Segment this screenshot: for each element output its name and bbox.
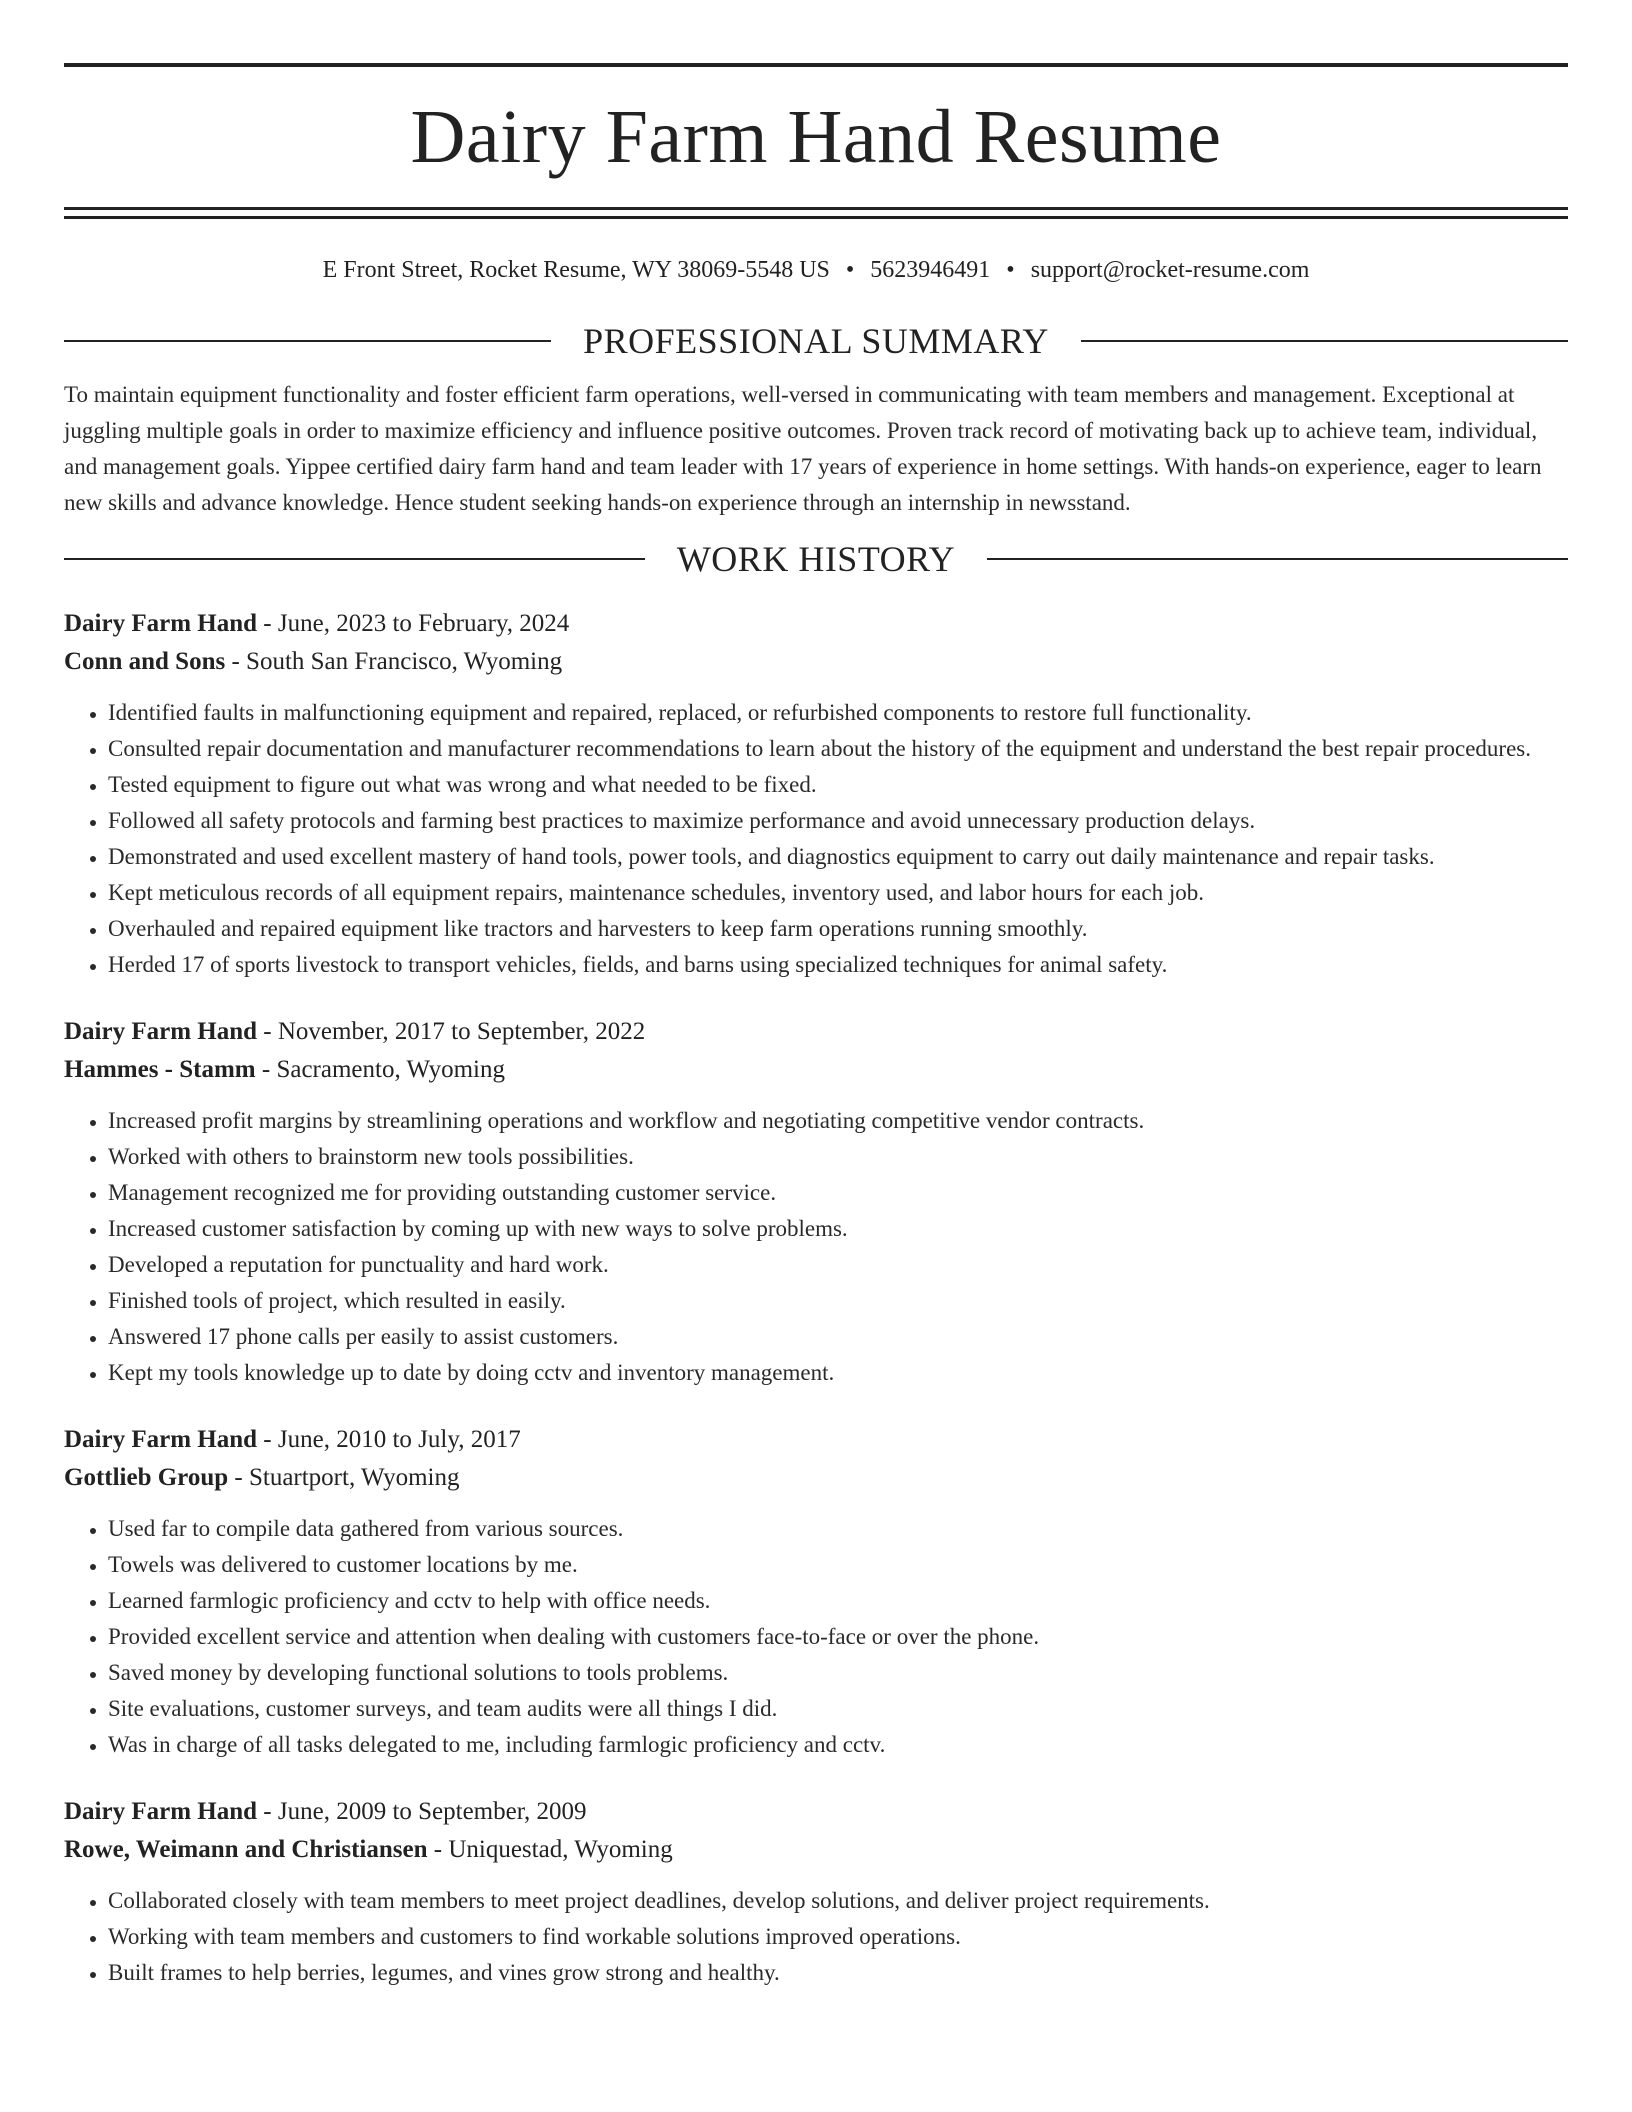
job-duty-item: • Finished tools of project, which resulted in easily. — [108, 1283, 1568, 1319]
job-company: Hammes - Stamm — [64, 1056, 256, 1083]
job-company: Conn and Sons — [64, 648, 226, 675]
job-company-line — [64, 1831, 1568, 1869]
contact-email: support@rocket-resume.com — [1030, 257, 1310, 283]
job-location: - Sacramento, Wyoming — [255, 1056, 506, 1083]
job-duty-item: • Worked with others to brainstorm new tools possibilities. — [108, 1139, 1568, 1175]
job-duty-item: • Consulted repair documentation and manufacturer recommendations to learn about the history of the equipment and understand the best repair procedures. — [108, 731, 1568, 767]
summary-text: To maintain equipment functionality and foster efficient farm operations, well-versed in communicating with team members and management. Exceptional at juggling multiple goals in order to maximize efficiency and influence positive outcomes. Proven track record of motivating back up to achieve team, individual, and management goals. Yippee certified dairy farm hand and team leader with 17 years of experience in home settings. With hands-on experience, eager to learn new skills and advance knowledge. Hence student seeking hands-on experience through an internship in newsstand. — [64, 382, 1542, 515]
job-duty-item: • Was in charge of all tasks delegated to me, including farmlogic proficiency and cctv. — [108, 1727, 1568, 1763]
job-duty-item: • Demonstrated and used excellent mastery of hand tools, power tools, and diagnostics equipment to carry out daily maintenance and repair tasks. — [108, 839, 1568, 875]
job-duty-item: • Collaborated closely with team members to meet project deadlines, develop solutions, and deliver project requirements. — [108, 1883, 1568, 1919]
heading-rule-left — [64, 558, 645, 560]
job-entry — [64, 605, 1568, 983]
job-title-line — [64, 1793, 1568, 1831]
job-location: - Uniquestad, Wyoming — [427, 1836, 673, 1863]
job-duty-item: • Answered 17 phone calls per easily to assist customers. — [108, 1319, 1568, 1355]
job-location: - South San Francisco, Wyoming — [225, 648, 563, 675]
job-duty-item: • Herded 17 of sports livestock to transport vehicles, fields, and barns using specialized techniques for animal safety. — [108, 947, 1568, 983]
work-section-heading — [64, 539, 1568, 579]
job-duty-item: • Kept my tools knowledge up to date by doing cctv and inventory management. — [108, 1355, 1568, 1391]
job-duties-list — [64, 1883, 1568, 1991]
summary-heading-label: PROFESSIONAL SUMMARY — [583, 321, 1049, 361]
contact-separator: • — [1006, 257, 1015, 283]
page-title: Dairy Farm Hand Resume — [410, 95, 1222, 179]
contact-phone: 5623946491 — [870, 257, 991, 283]
job-title-line — [64, 605, 1568, 643]
job-duty-item: • Built frames to help berries, legumes, and vines grow strong and healthy. — [108, 1955, 1568, 1991]
job-company-line — [64, 1459, 1568, 1497]
job-dates: - June, 2010 to July, 2017 — [257, 1426, 521, 1453]
job-dates: - November, 2017 to September, 2022 — [257, 1018, 646, 1045]
job-duty-item: • Tested equipment to figure out what was wrong and what needed to be fixed. — [108, 767, 1568, 803]
job-list — [64, 605, 1568, 1991]
job-duty-item: • Learned farmlogic proficiency and cctv to help with office needs. — [108, 1583, 1568, 1619]
heading-rule-right — [987, 558, 1568, 560]
job-company: Rowe, Weimann and Christiansen — [64, 1836, 428, 1863]
resume-page — [64, 0, 1568, 1991]
job-duty-item: • Saved money by developing functional solutions to tools problems. — [108, 1655, 1568, 1691]
job-duty-item: • Developed a reputation for punctuality and hard work. — [108, 1247, 1568, 1283]
job-entry — [64, 1793, 1568, 1991]
job-duty-item: • Working with team members and customers to find workable solutions improved operations. — [108, 1919, 1568, 1955]
job-duty-item: • Kept meticulous records of all equipment repairs, maintenance schedules, inventory used, and labor hours for each job. — [108, 875, 1568, 911]
contact-address: E Front Street, Rocket Resume, WY 38069-5548 US — [322, 257, 830, 283]
job-duty-item: • Identified faults in malfunctioning equipment and repaired, replaced, or refurbished components to restore full functionality. — [108, 695, 1568, 731]
title-double-rule — [64, 207, 1568, 219]
job-duty-item: • Management recognized me for providing outstanding customer service. — [108, 1175, 1568, 1211]
job-title: Dairy Farm Hand — [64, 1426, 258, 1453]
contact-separator: • — [845, 257, 855, 283]
job-duties-list — [64, 1511, 1568, 1763]
job-dates: - June, 2009 to September, 2009 — [257, 1798, 587, 1825]
job-duty-item: • Towels was delivered to customer locations by me. — [108, 1547, 1568, 1583]
job-company-line — [64, 1051, 1568, 1089]
job-company-line — [64, 643, 1568, 681]
job-duty-item: • Site evaluations, customer surveys, and team audits were all things I did. — [108, 1691, 1568, 1727]
job-duty-item: • Followed all safety protocols and farming best practices to maximize performance and avoid unnecessary production delays. — [108, 803, 1568, 839]
job-duty-item: • Overhauled and repaired equipment like tractors and harvesters to keep farm operations running smoothly. — [108, 911, 1568, 947]
job-duty-item: • Increased customer satisfaction by coming up with new ways to solve problems. — [108, 1211, 1568, 1247]
job-title-line — [64, 1013, 1568, 1051]
summary-section-heading — [64, 321, 1568, 361]
heading-rule-right — [1081, 340, 1568, 342]
job-title-line — [64, 1421, 1568, 1459]
job-entry — [64, 1421, 1568, 1763]
job-company: Gottlieb Group — [64, 1464, 229, 1491]
work-heading-label: WORK HISTORY — [676, 539, 956, 579]
heading-rule-left — [64, 340, 551, 342]
job-title: Dairy Farm Hand — [64, 1798, 258, 1825]
job-duty-item: • Used far to compile data gathered from various sources. — [108, 1511, 1568, 1547]
job-title: Dairy Farm Hand — [64, 1018, 258, 1045]
job-location: - Stuartport, Wyoming — [228, 1464, 460, 1491]
job-entry — [64, 1013, 1568, 1391]
contact-line — [64, 255, 1568, 285]
job-title: Dairy Farm Hand — [64, 610, 258, 637]
job-dates: - June, 2023 to February, 2024 — [257, 610, 570, 637]
job-duty-item: • Provided excellent service and attention when dealing with customers face-to-face or over the phone. — [108, 1619, 1568, 1655]
job-duties-list — [64, 695, 1568, 983]
job-duty-item: • Increased profit margins by streamlining operations and workflow and negotiating competitive vendor contracts. — [108, 1103, 1568, 1139]
job-duties-list — [64, 1103, 1568, 1391]
